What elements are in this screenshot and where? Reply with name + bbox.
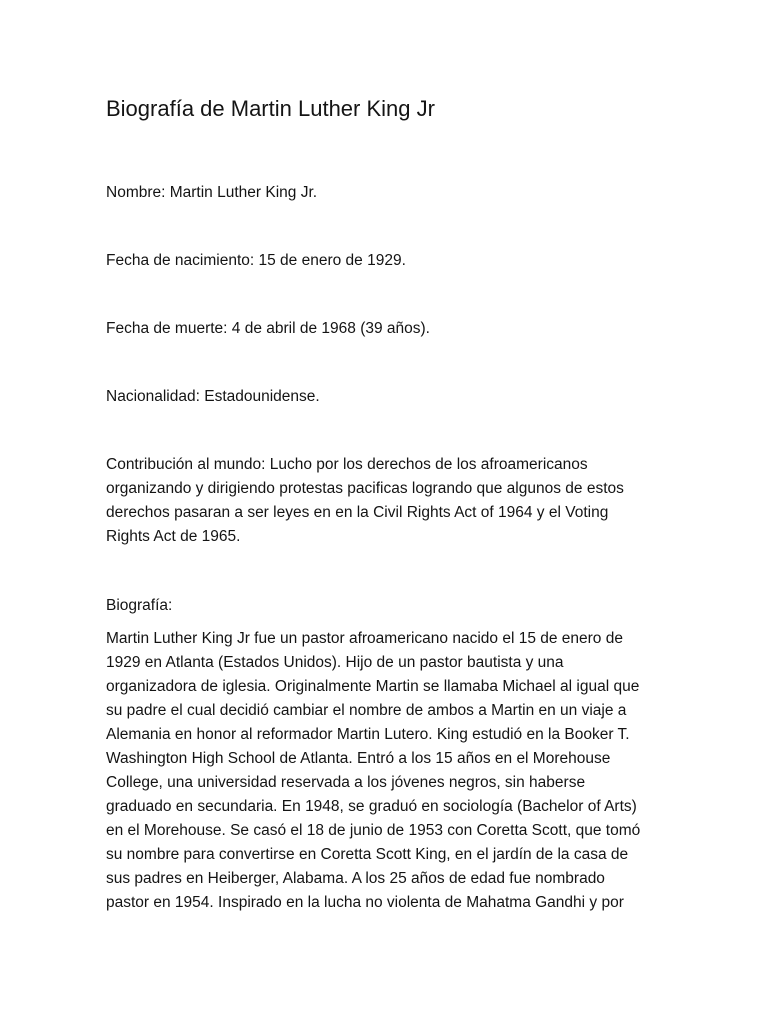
death-date-field: Fecha de muerte: 4 de abril de 1968 (39 años). [106,320,430,337]
biography-line: en el Morehouse. Se casó el 18 de junio de 1953 con Coretta Scott, que tomó [106,822,641,839]
birth-date-field: Fecha de nacimiento: 15 de enero de 1929. [106,252,406,269]
contribution-line: organizando y dirigiendo protestas pacificas logrando que algunos de estos [106,480,624,497]
biography-line: Alemania en honor al reformador Martin Lutero. King estudió en la Booker T. [106,726,630,743]
biography-line: 1929 en Atlanta (Estados Unidos). Hijo de un pastor bautista y una [106,654,564,671]
biography-line: organizadora de iglesia. Originalmente Martin se llamaba Michael al igual que [106,678,640,695]
contribution-line: derechos pasaran a ser leyes en en la Civil Rights Act of 1964 y el Voting [106,504,609,521]
nationality-field: Nacionalidad: Estadounidense. [106,388,320,405]
biography-line: su padre el cual decidió cambiar el nombre de ambos a Martin en un viaje a [106,702,627,719]
name-field: Nombre: Martin Luther King Jr. [106,184,318,201]
biography-line: Washington High School de Atlanta. Entró a los 15 años en el Morehouse [106,750,611,767]
contribution-paragraph [106,453,666,549]
contribution-line: Rights Act de 1965. [106,528,241,545]
biography-line: Martin Luther King Jr fue un pastor afroamericano nacido el 15 de enero de [106,630,623,647]
contribution-line: Contribución al mundo: Lucho por los derechos de los afroamericanos [106,456,588,473]
biography-heading: Biografía: [106,597,173,614]
biography-line: College, una universidad reservada a los jóvenes negros, sin haberse [106,774,586,791]
biography-line: su nombre para convertirse en Coretta Scott King, en el jardín de la casa de [106,846,629,863]
biography-line: pastor en 1954. Inspirado en la lucha no violenta de Mahatma Gandhi y por [106,894,624,911]
document-title: Biografía de Martin Luther King Jr [106,96,435,121]
biography-line: graduado en secundaria. En 1948, se graduó en sociología (Bachelor of Arts) [106,798,637,815]
biography-paragraph [106,627,666,915]
biography-line: sus padres en Heiberger, Alabama. A los 25 años de edad fue nombrado [106,870,605,887]
